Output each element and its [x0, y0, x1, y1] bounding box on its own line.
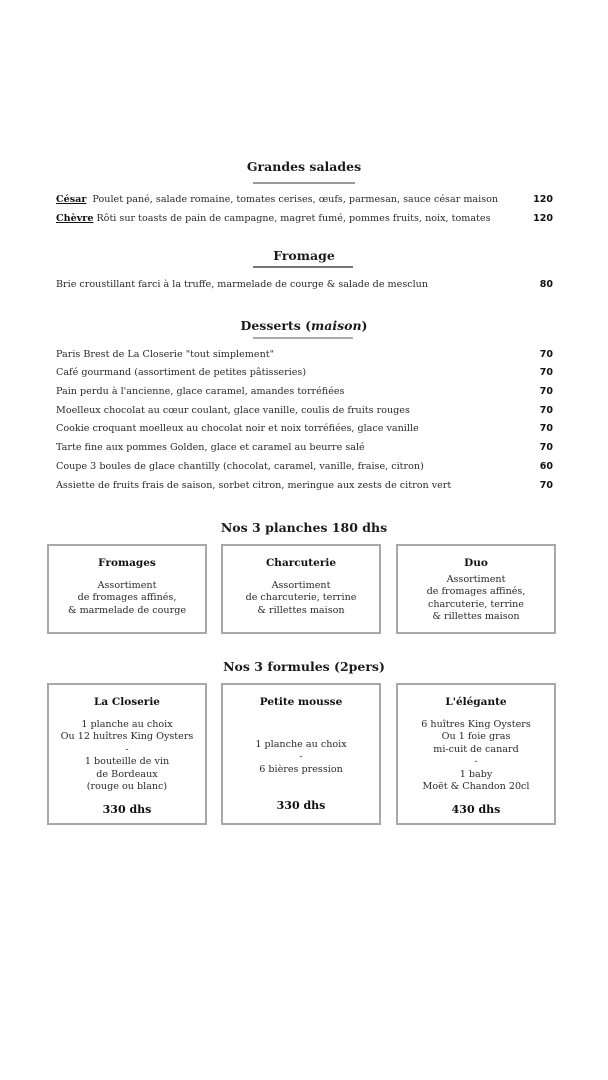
box-line: Ou 12 huîtres King Oysters: [60, 731, 194, 742]
item-price: 70: [539, 423, 553, 434]
box-line: (rouge ou blanc): [86, 781, 168, 792]
box-line: 1 bouteille de vin: [84, 756, 170, 767]
box-title: La Closerie: [94, 696, 160, 708]
item-name: Chèvre: [56, 213, 94, 224]
item-price: 70: [539, 386, 553, 397]
item-desc: Moelleux chocolat au cœur coulant, glace vanille, coulis de fruits rouges: [56, 405, 410, 416]
item-price: 70: [539, 367, 553, 378]
item-desc: Assiette de fruits frais de saison, sorbet citron, meringue aux zests de citron vert: [56, 480, 452, 491]
box-line: 6 huîtres King Oysters: [421, 718, 531, 730]
box-line: Assortiment: [446, 573, 506, 585]
item-desc: Pain perdu à l'ancienne, glace caramel, amandes torréfiées: [56, 386, 345, 397]
menu-item: [56, 278, 553, 292]
box-line: -: [474, 756, 478, 767]
menu-item: [56, 366, 553, 380]
menu-item: [56, 404, 553, 418]
box-line: 1 planche au choix: [255, 738, 347, 750]
menu-item: [56, 422, 553, 436]
section-divider: [253, 182, 355, 184]
section-title-formules: Nos 3 formules (2pers): [223, 659, 385, 674]
box-line: Ou 1 foie gras: [441, 731, 511, 742]
section-title-planches: Nos 3 planches 180 dhs: [220, 520, 388, 535]
item-desc: Rôti sur toasts de pain de campagne, magret fumé, pommes fruits, noix, tomates: [96, 213, 491, 224]
item-desc: Paris Brest de La Closerie "tout simplement": [56, 349, 275, 360]
item-price: 120: [533, 194, 553, 205]
box-price: 430 dhs: [451, 802, 501, 816]
box-line: -: [299, 751, 303, 762]
item-desc: Coupe 3 boules de glace chantilly (chocolat, caramel, vanille, fraise, citron): [56, 461, 424, 472]
section-divider: [253, 337, 353, 339]
title-italic: maison: [311, 318, 362, 333]
box-line: Assortiment: [271, 579, 331, 591]
box-line: de fromages affinés,: [426, 586, 526, 597]
formules-box: [221, 683, 381, 825]
section-divider: [253, 266, 353, 268]
item-desc: Cookie croquant moelleux au chocolat noir et noix torréfiées, glace vanille: [56, 423, 419, 434]
box-line: -: [125, 743, 129, 755]
item-price: 120: [533, 213, 553, 224]
box-line: Assortiment: [97, 579, 157, 591]
planches-box: [47, 544, 207, 634]
item-desc: Tarte fine aux pommes Golden, glace et caramel au beurre salé: [56, 442, 365, 453]
formules-box: [47, 683, 207, 825]
formules-box: [396, 683, 556, 825]
item-name: César: [56, 194, 87, 205]
item-price: 60: [539, 461, 553, 472]
box-line: de charcuterie, terrine: [245, 592, 357, 603]
section-title-fromage: Fromage: [273, 248, 335, 263]
box-line: 6 bières pression: [259, 763, 343, 775]
box-line: de Bordeaux: [96, 768, 158, 780]
menu-item: [56, 212, 553, 226]
box-line: de fromages affinés,: [77, 592, 177, 603]
item-desc: Brie croustillant farci à la truffe, marmelade de courge & salade de mesclun: [56, 279, 429, 290]
box-title: Petite mousse: [259, 696, 343, 708]
box-line: 1 baby: [459, 768, 493, 780]
box-line: & marmelade de courge: [67, 604, 187, 616]
item-price: 70: [539, 442, 553, 453]
box-title: Charcuterie: [265, 557, 337, 569]
menu-item: [56, 193, 553, 207]
menu-item: [56, 348, 553, 362]
box-title: Fromages: [98, 557, 156, 569]
item-price: 70: [539, 480, 553, 491]
section-title-desserts: Desserts (maison): [240, 318, 368, 333]
item-desc: Poulet pané, salade romaine, tomates cerises, œufs, parmesan, sauce césar maison: [92, 194, 499, 205]
menu-item: [56, 479, 553, 493]
box-line: Moët & Chandon 20cl: [422, 781, 530, 792]
menu-item: [56, 441, 553, 455]
planches-box: [221, 544, 381, 634]
item-price: 70: [539, 349, 553, 360]
planches-box: [396, 544, 556, 634]
box-line: mi-cuit de canard: [433, 743, 519, 755]
menu-item: [56, 385, 553, 399]
box-price: 330 dhs: [276, 799, 326, 812]
item-price: 70: [539, 405, 553, 416]
box-title: Duo: [464, 557, 488, 569]
box-line: & rillettes maison: [257, 604, 345, 616]
box-title: L'élégante: [445, 696, 507, 708]
box-line: & rillettes maison: [432, 611, 520, 622]
item-desc: Café gourmand (assortiment de petites pâtisseries): [56, 367, 307, 378]
box-line: charcuterie, terrine: [427, 598, 524, 610]
section-title-salades: Grandes salades: [246, 159, 362, 174]
item-price: 80: [539, 279, 553, 290]
box-line: 1 planche au choix: [81, 718, 173, 730]
menu-item: [56, 460, 553, 474]
box-price: 330 dhs: [102, 802, 152, 816]
